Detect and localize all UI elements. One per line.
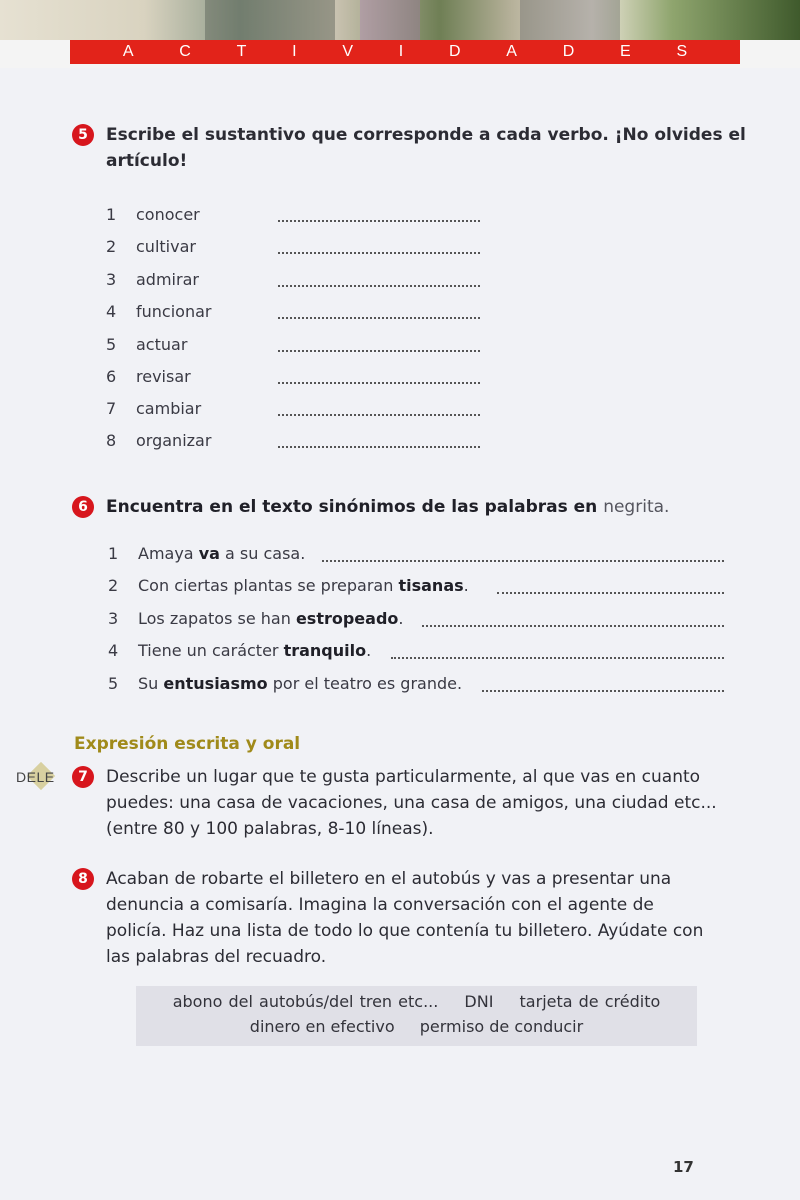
item-word: funcionar bbox=[136, 302, 212, 321]
banner-letter: I bbox=[398, 43, 404, 60]
item-number: 8 bbox=[106, 431, 117, 450]
word-box-item: abono del autobús/del tren etc... bbox=[172, 992, 439, 1011]
item-sentence bbox=[138, 576, 469, 595]
bold-word: tranquilo bbox=[283, 641, 367, 660]
sentence-text: . bbox=[366, 641, 372, 660]
answer-line[interactable] bbox=[278, 445, 480, 448]
item-sentence bbox=[138, 544, 305, 563]
page-number: 17 bbox=[673, 1158, 694, 1176]
word-box-item: dinero en efectivo bbox=[249, 1017, 395, 1036]
answer-line[interactable] bbox=[278, 381, 480, 384]
exercise-5 bbox=[72, 122, 752, 174]
answer-line[interactable] bbox=[278, 251, 480, 254]
word-box-item: permiso de conducir bbox=[419, 1017, 584, 1036]
exercise-instruction bbox=[106, 866, 752, 970]
word-box bbox=[136, 986, 697, 1046]
answer-line[interactable] bbox=[482, 689, 724, 692]
exercise-number: 8 bbox=[72, 868, 94, 890]
item-word: conocer bbox=[136, 205, 200, 224]
word-box-item: DNI bbox=[464, 992, 494, 1011]
instruction-line: denuncia a comisaría. Imagina la conversación con el agente de bbox=[106, 895, 654, 915]
dele-badge bbox=[14, 768, 72, 790]
instruction-line: las palabras del recuadro. bbox=[106, 947, 327, 967]
bold-word: tisanas bbox=[398, 576, 464, 595]
instruction-line: (entre 80 y 100 palabras, 8-10 líneas). bbox=[106, 819, 434, 839]
bold-word: estropeado bbox=[295, 609, 399, 628]
exercise-6 bbox=[72, 494, 752, 520]
banner-letter: D bbox=[448, 43, 461, 60]
instruction-line: Describe un lugar que te gusta particularmente, al que vas en cuanto bbox=[106, 767, 701, 787]
item-number: 5 bbox=[108, 674, 119, 693]
answer-line[interactable] bbox=[278, 219, 480, 222]
item-word: actuar bbox=[136, 335, 188, 354]
item-sentence bbox=[138, 609, 403, 628]
banner-letter: T bbox=[236, 43, 247, 60]
banner-letter: E bbox=[620, 43, 631, 60]
answer-line[interactable] bbox=[322, 559, 724, 562]
answer-line[interactable] bbox=[497, 591, 724, 594]
banner-letter: A bbox=[122, 43, 134, 60]
item-number: 2 bbox=[106, 237, 117, 256]
answer-line[interactable] bbox=[391, 656, 724, 659]
item-number: 4 bbox=[108, 641, 119, 660]
banner-letter: S bbox=[676, 43, 688, 60]
instruction-line: policía. Haz una lista de todo lo que contenía tu billetero. Ayúdate con bbox=[106, 921, 704, 941]
sentence-text: Su bbox=[138, 674, 164, 693]
bold-word: entusiasmo bbox=[163, 674, 268, 693]
answer-line[interactable] bbox=[278, 284, 480, 287]
exercise-7 bbox=[72, 764, 752, 842]
item-sentence bbox=[138, 641, 371, 660]
item-number: 1 bbox=[108, 544, 119, 563]
exercise-instruction: Escribe el sustantivo que corresponde a cada verbo. ¡No olvides el artículo! bbox=[106, 125, 746, 171]
instruction-text: Encuentra en el texto sinónimos de las palabras en bbox=[106, 497, 604, 517]
word-box-item: tarjeta de crédito bbox=[519, 992, 661, 1011]
exercise-number: 6 bbox=[72, 496, 94, 518]
sentence-text: Tiene un carácter bbox=[138, 641, 284, 660]
item-number: 7 bbox=[106, 399, 117, 418]
sentence-text: Con ciertas plantas se preparan bbox=[138, 576, 399, 595]
item-number: 1 bbox=[106, 205, 117, 224]
sentence-text: Amaya bbox=[138, 544, 199, 563]
banner-letter: A bbox=[506, 43, 517, 60]
item-word: admirar bbox=[136, 270, 199, 289]
item-number: 3 bbox=[108, 609, 119, 628]
bold-word: va bbox=[198, 544, 220, 563]
instruction-line: puedes: una casa de vacaciones, una casa de amigos, una ciudad etc... bbox=[106, 793, 717, 813]
answer-line[interactable] bbox=[278, 413, 480, 416]
exercise-instruction bbox=[106, 764, 752, 842]
banner-letter: D bbox=[562, 43, 575, 60]
actividades-banner bbox=[70, 40, 740, 64]
answer-line[interactable] bbox=[278, 316, 480, 319]
item-word: organizar bbox=[136, 431, 212, 450]
section-heading: Expresión escrita y oral bbox=[74, 734, 301, 754]
banner-letter: V bbox=[342, 43, 354, 60]
item-number: 3 bbox=[106, 270, 117, 289]
sentence-text: a su casa. bbox=[219, 544, 306, 563]
item-number: 5 bbox=[106, 335, 117, 354]
item-word: cultivar bbox=[136, 237, 196, 256]
sentence-text: . bbox=[463, 576, 469, 595]
exercise-instruction bbox=[106, 494, 752, 520]
exercise-number: 5 bbox=[72, 124, 94, 146]
item-sentence bbox=[138, 674, 462, 693]
exercise-number: 7 bbox=[72, 766, 94, 788]
word-box-line bbox=[136, 992, 697, 1011]
item-word: cambiar bbox=[136, 399, 202, 418]
banner-letter: I bbox=[292, 43, 297, 60]
item-number: 6 bbox=[106, 367, 117, 386]
item-number: 2 bbox=[108, 576, 119, 595]
answer-line[interactable] bbox=[278, 349, 480, 352]
instruction-emphasis: negrita. bbox=[603, 497, 670, 517]
item-number: 4 bbox=[106, 302, 117, 321]
sentence-text: . bbox=[398, 609, 404, 628]
banner-letter: C bbox=[179, 43, 191, 60]
sentence-text: por el teatro es grande. bbox=[267, 674, 463, 693]
dele-label: DELE bbox=[16, 769, 55, 785]
item-word: revisar bbox=[136, 367, 191, 386]
instruction-line: Acaban de robarte el billetero en el autobús y vas a presentar una bbox=[106, 869, 672, 889]
word-box-line bbox=[136, 1017, 697, 1036]
exercise-8 bbox=[72, 866, 752, 970]
answer-line[interactable] bbox=[422, 624, 724, 627]
sentence-text: Los zapatos se han bbox=[138, 609, 296, 628]
